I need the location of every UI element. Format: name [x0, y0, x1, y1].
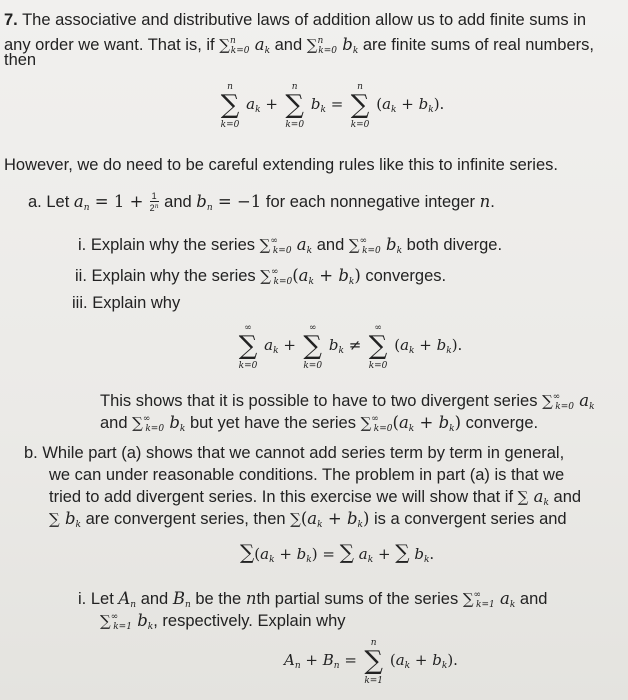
- convergent-sum-equation: $\sum(a_k + b_k)$ = ∑ $a_k$ + ∑ $b_k$.: [240, 540, 435, 565]
- shows-line-2: and $\sum^\infty_{k=0}$ $b_k$ but yet have the series $\sum^\infty_{k=0}(a_k + b_k)$ converge.: [100, 413, 539, 434]
- intro-text-2c: are finite sums of real numbers,: [362, 36, 594, 54]
- part-b-i-text1d: th partial sums of the series: [256, 590, 459, 608]
- part-b-i-line-2: $\sum^\infty_{k=1}$ $b_k$, respectively. Explain why: [100, 611, 346, 632]
- intro-text-2a: any order we want. That is, if: [4, 36, 215, 54]
- part-a-iii-text: Explain why: [92, 294, 181, 312]
- problem-number: 7.: [4, 11, 18, 29]
- part-b-text-2: we can under reasonable conditions. The problem in part (a) is that we: [49, 466, 565, 484]
- intro-text-3: then: [4, 51, 37, 69]
- transition-line: [4, 155, 558, 175]
- part-b-i-text1c: be the: [195, 590, 242, 608]
- part-b-text-4b: is a convergent series and: [374, 510, 567, 528]
- part-a-ii-text1: Explain why the series: [91, 267, 256, 285]
- part-a-ii-label: ii.: [75, 267, 87, 285]
- part-a-ii: ii. Explain why the series $\sum^\infty_{k=0}(a_k + b_k)$ converges.: [75, 266, 447, 287]
- transition-text: However, we do need to be careful extending rules like this to infinite series.: [4, 156, 558, 174]
- part-b-text-3a: tried to add divergent series. In this exercise we will show that if: [49, 488, 514, 506]
- part-a-i-text1: Explain why the series: [90, 236, 256, 254]
- part-a-let: Let: [46, 193, 70, 211]
- part-a-i: i. Explain why the series $\sum^\infty_{k=0}$ $a_k$ and $\sum^\infty_{k=0}$ $b_k$ both diverge.: [78, 235, 503, 256]
- partial-sum-equation: $A_n + B_n$ = n ∑ k=1 $(a_k + b_k)$.: [284, 638, 458, 686]
- part-b-text-4a: are convergent series, then: [85, 510, 286, 528]
- shows-line-1: This shows that it is possible to have to two divergent series $\sum^\infty_{k=0}$ $a_k$: [100, 391, 595, 412]
- intro-text-2b: and: [274, 36, 303, 54]
- part-a-end: for each nonnegative integer: [265, 193, 476, 211]
- intro-text-1: The associative and distributive laws of addition allow us to add finite sums in: [22, 11, 587, 29]
- part-a-i-label: i.: [78, 236, 87, 254]
- shows-text-1: This shows that it is possible to have to two divergent series: [100, 392, 538, 410]
- part-a-iii-label: iii.: [72, 294, 88, 312]
- part-b-line-2: [49, 465, 564, 485]
- sum-b-finite: ∑$^n_{k=0}$: [306, 36, 337, 56]
- part-b-i-line-1: i. Let $A_n$ and $B_n$ be the nth partial sums of the series $\sum^\infty_{k=1}$ $a_k$ and: [78, 589, 548, 610]
- intro-line-3: [4, 50, 36, 70]
- shows-text-2a: and: [100, 414, 128, 432]
- part-b-i-label: i.: [78, 590, 87, 608]
- shows-text-2b: but yet have the series: [189, 414, 356, 432]
- part-a-and: and: [164, 193, 192, 211]
- part-a-line: a. Let $a_n = 1$ + $\frac{1}{2^n}$ and $b_n = -1$ for each nonnegative integer n.: [28, 191, 495, 214]
- part-a-ii-text2: converges.: [365, 267, 447, 285]
- part-b-label: b.: [24, 444, 38, 462]
- intro-line-2: any order we want. That is, if ∑$^n_{k=0}$ $a_k$ and ∑$^n_{k=0}$ $b_k$ are finite sums of real numbers,: [4, 35, 594, 56]
- part-b-text-3b: and: [553, 488, 582, 506]
- sum-a-finite: ∑$^n_{k=0}$: [219, 36, 250, 56]
- intro-line-1: [4, 10, 586, 30]
- part-a-iii: [72, 293, 180, 313]
- part-b-text-1: While part (a) shows that we cannot add series term by term in general,: [42, 444, 565, 462]
- part-b-i-text1b: and: [140, 590, 169, 608]
- part-b-line-1: [24, 443, 564, 463]
- part-b-i-text2: , respectively. Explain why: [153, 612, 346, 630]
- finite-sum-equation: n ∑ k=0 $a_k$ + n ∑ k=0 $b_k$ = n ∑ k=0 $(a_k + b_k)$.: [220, 82, 445, 130]
- part-a-i-text3: both diverge.: [406, 236, 503, 254]
- part-b-i-text1a: Let: [90, 590, 114, 608]
- part-b-line-3: tried to add divergent series. In this exercise we will show that if ∑ $a_k$ and: [49, 487, 582, 508]
- infinite-sum-inequality: ∞ ∑ k=0 $a_k$ + ∞ ∑ k=0 $b_k$ ≠ ∞ ∑ k=0 $(a_k + b_k)$.: [238, 323, 463, 371]
- part-b-line-4: ∑ $b_k$ are convergent series, then $\sum(a_k + b_k)$ is a convergent series and: [49, 509, 567, 530]
- part-b-i-text1e: and: [519, 590, 548, 608]
- shows-text-2c: converge.: [465, 414, 539, 432]
- part-a-i-text2: and: [316, 236, 345, 254]
- part-a-label: a.: [28, 193, 42, 211]
